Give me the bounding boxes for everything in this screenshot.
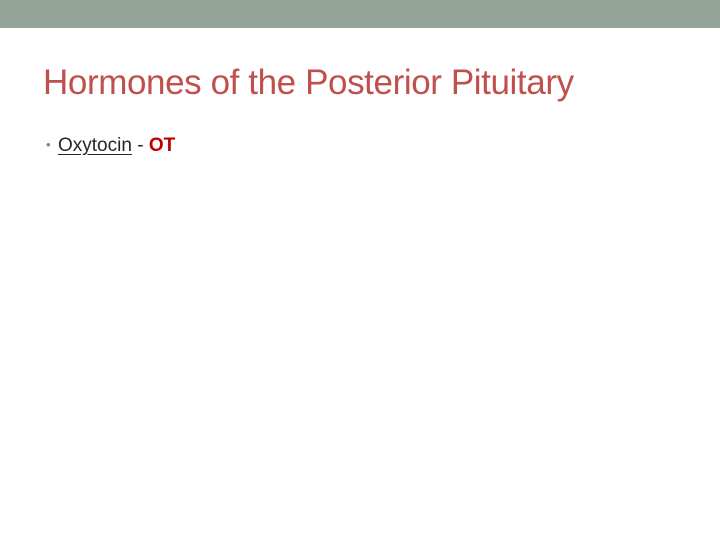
hormone-name: Oxytocin — [58, 135, 132, 156]
hormone-abbreviation: OT — [148, 135, 176, 156]
bullet-marker: • — [46, 137, 51, 152]
top-accent-bar — [0, 0, 720, 28]
bullet-list — [46, 132, 175, 159]
list-item — [46, 132, 175, 159]
separator: - — [131, 135, 149, 156]
slide-title: Hormones of the Posterior Pituitary — [43, 63, 574, 102]
